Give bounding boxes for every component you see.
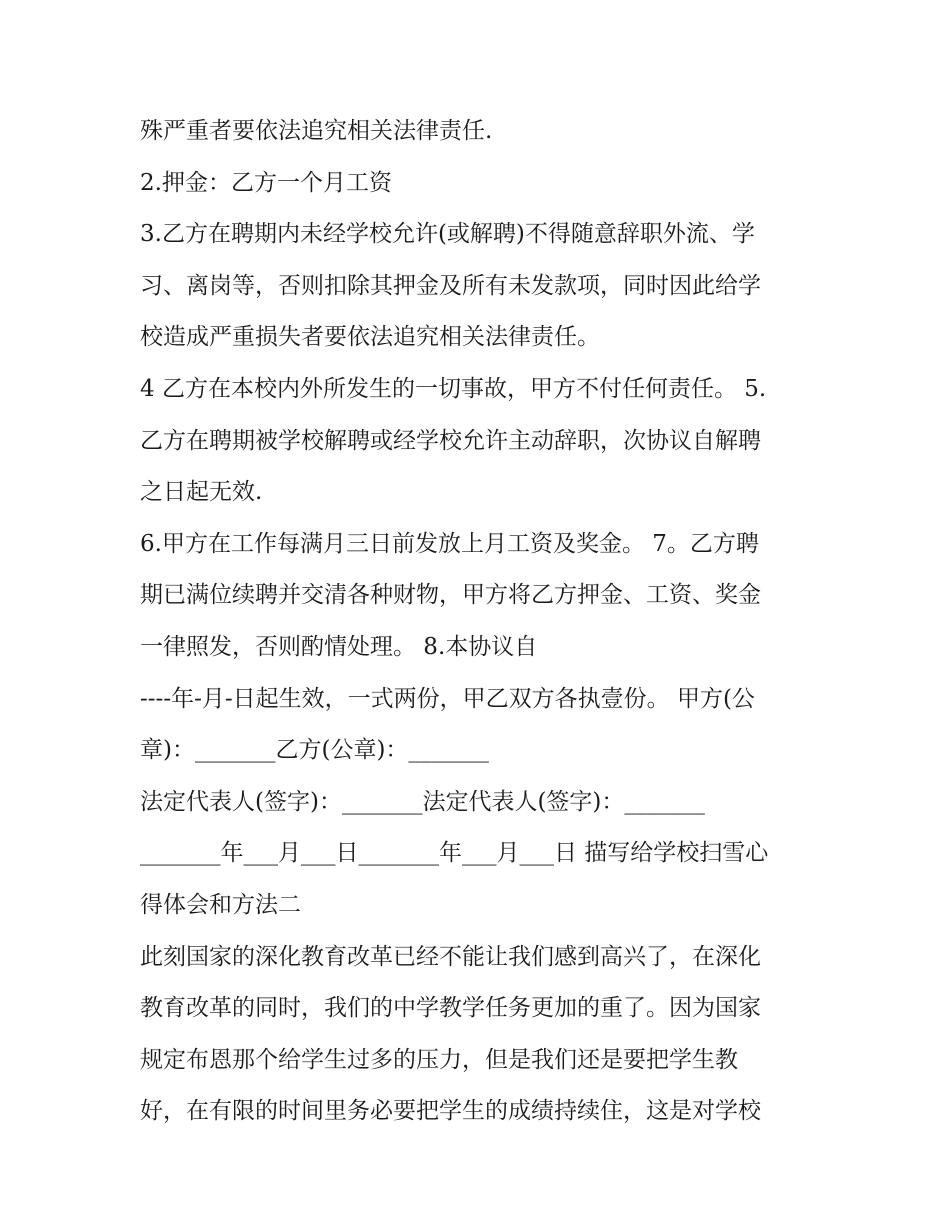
document-body (140, 106, 820, 1138)
text-line: 规定布恩那个给学生过多的压力，但是我们还是要把学生教 (140, 1046, 738, 1073)
text-line: 6.甲方在工作每满月三日前发放上月工资及奖金。 7。乙方聘 (140, 530, 759, 557)
text-line: 殊严重者要依法追究相关法律责任. (140, 118, 493, 144)
text-line: 得体会和方法二 (140, 891, 301, 918)
text-line: 一律照发，否则酌情处理。 8.本协议自 (140, 633, 538, 660)
text-line: _______年___月___日_______年___月___日 描写给学校扫雪心 (140, 840, 769, 867)
text-line: 法定代表人(签字)：_______法定代表人(签字)：_______ (140, 788, 705, 815)
text-line: 章)：_______乙方(公章)：_______ (140, 737, 489, 764)
text-line: 校造成严重损失者要依法追究相关法律责任。 (140, 324, 600, 351)
text-line: 好，在有限的时间里务必要把学生的成绩持续住，这是对学校 (140, 1098, 761, 1125)
text-line: 3.乙方在聘期内未经学校允许(或解聘)不得随意辞职外流、学 (140, 221, 755, 248)
text-line: ----年-月-日起生效，一式两份，甲乙双方各执壹份。 甲方(公 (140, 685, 755, 712)
text-line: 2.押金：乙方一个月工资 (140, 169, 392, 196)
text-line: 之日起无效. (140, 479, 263, 506)
text-line: 习、离岗等，否则扣除其押金及所有未发款项，同时因此给学 (140, 272, 761, 299)
text-line: 期已满位续聘并交清各种财物，甲方将乙方押金、工资、奖金 (140, 582, 761, 609)
text-line: 此刻国家的深化教育改革已经不能让我们感到高兴了，在深化 (140, 943, 761, 970)
text-line: 乙方在聘期被学校解聘或经学校允许主动辞职，次协议自解聘 (140, 427, 761, 454)
text-line: 4 乙方在本校内外所发生的一切事故，甲方不付任何责任。 5. (140, 375, 767, 402)
text-line: 教育改革的同时，我们的中学教学任务更加的重了。因为国家 (140, 995, 761, 1022)
